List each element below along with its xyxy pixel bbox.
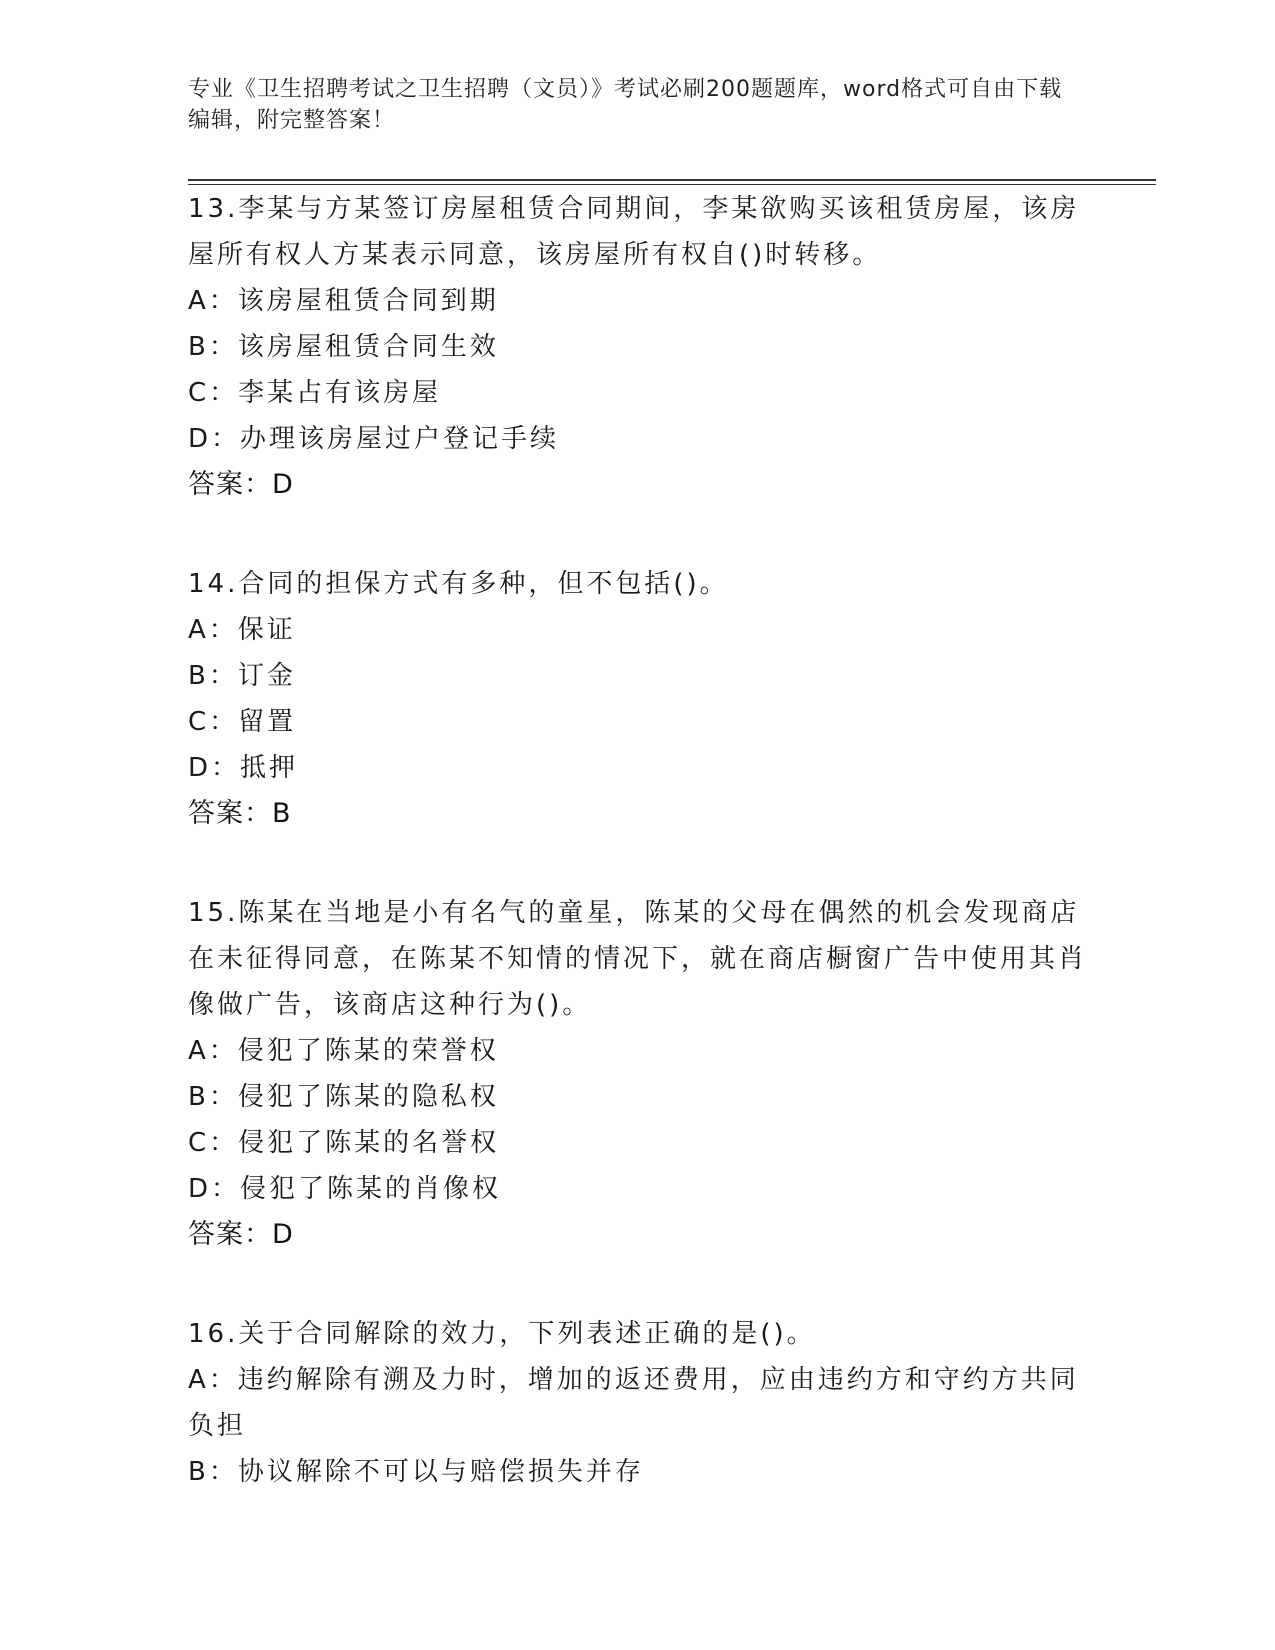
option-a: A：侵犯了陈某的荣誉权 [188, 1036, 499, 1066]
option-a: A：保证 [188, 615, 296, 645]
option-b: B：该房屋租赁合同生效 [188, 332, 499, 362]
option-a: A：该房屋租赁合同到期 [188, 286, 499, 316]
option-b: B：订金 [188, 661, 296, 691]
question-list [188, 186, 1088, 1548]
option-d: D：侵犯了陈某的肖像权 [188, 1174, 502, 1204]
option-c: C：留置 [188, 707, 297, 737]
question-stem: 13.李某与方某签订房屋租赁合同期间，李某欲购买该租赁房屋，该房屋所有权人方某表示同意，该房屋所有权自()时转移。 [188, 194, 1080, 270]
answer: 答案：D [188, 1219, 294, 1250]
question-15 [188, 890, 1088, 1258]
question-stem: 14.合同的担保方式有多种，但不包括()。 [188, 569, 729, 599]
answer: 答案：B [188, 798, 292, 829]
answer: 答案：D [188, 469, 294, 500]
question-stem: 16.关于合同解除的效力，下列表述正确的是()。 [188, 1319, 816, 1349]
question-16 [188, 1311, 1088, 1495]
question-stem: 15.陈某在当地是小有名气的童星，陈某的父母在偶然的机会发现商店在未征得同意，在陈某不知情的情况下，就在商店橱窗广告中使用其肖像做广告，该商店这种行为()。 [188, 898, 1088, 1020]
option-a: A：违约解除有溯及力时，增加的返还费用，应由违约方和守约方共同负担 [188, 1365, 1079, 1441]
option-b: B：协议解除不可以与赔偿损失并存 [188, 1457, 644, 1487]
document-header: 专业《卫生招聘考试之卫生招聘（文员）》考试必刷200题题库，word格式可自由下载编辑，附完整答案！ [188, 77, 1063, 133]
question-14 [188, 561, 1088, 837]
option-d: D：办理该房屋过户登记手续 [188, 424, 560, 454]
header-divider-thick [188, 179, 1156, 181]
header-divider-thin [188, 184, 1156, 185]
option-d: D：抵押 [188, 753, 299, 783]
option-c: C：侵犯了陈某的名誉权 [188, 1128, 500, 1158]
question-13 [188, 186, 1088, 508]
option-b: B：侵犯了陈某的隐私权 [188, 1082, 499, 1112]
option-c: C：李某占有该房屋 [188, 378, 442, 408]
